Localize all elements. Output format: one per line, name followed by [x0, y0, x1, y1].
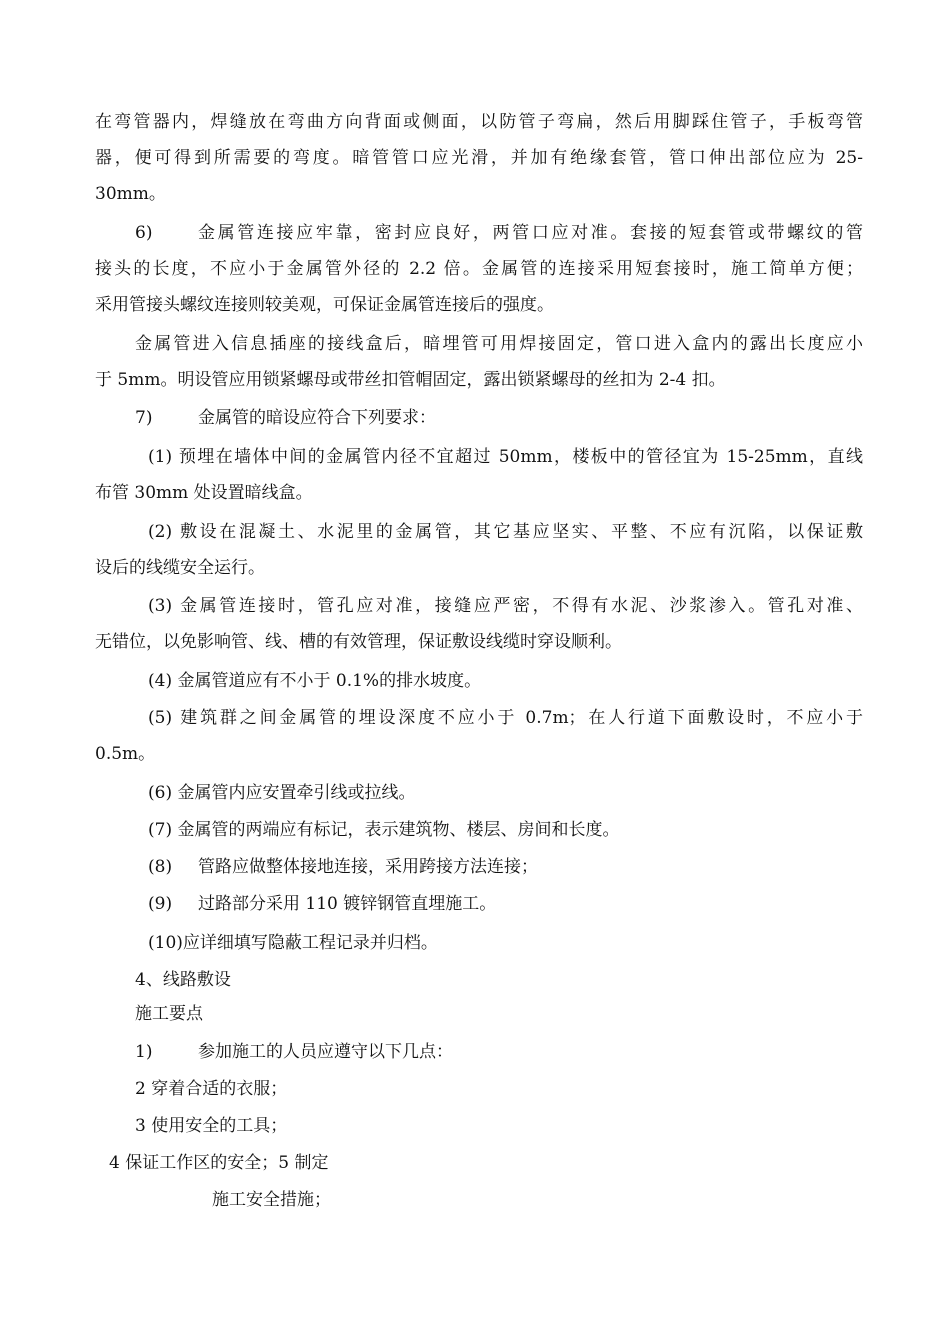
list-item: (3) 金属管连接时，管孔应对准，接缝应严密，不得有水泥、沙浆渗入。管孔对准、 [148, 596, 863, 616]
list-item: (7) 金属管的两端应有标记，表示建筑物、楼层、房间和长度。 [148, 820, 620, 840]
list-item: 4 保证工作区的安全；5 制定 [109, 1153, 329, 1173]
list-item: 过路部分采用 110 镀锌钢管直埋施工。 [198, 894, 497, 914]
paragraph-line: 设后的线缆安全运行。 [95, 558, 265, 578]
list-item: 参加施工的人员应遵守以下几点： [198, 1042, 453, 1062]
list-item: 管路应做整体接地连接，采用跨接方法连接； [198, 857, 538, 877]
list-item: 施工安全措施； [212, 1190, 331, 1210]
paragraph-line: 金属管连接应牢靠，密封应良好，两管口应对准。套接的短套管或带螺纹的管 [198, 223, 863, 243]
paragraph-line: 在弯管器内，焊缝放在弯曲方向背面或侧面，以防管子弯扁，然后用脚踩住管子，手板弯管 [95, 112, 863, 132]
item-number: 1) [135, 1042, 153, 1062]
paragraph-line: 无错位，以免影响管、线、槽的有效管理，保证敷设线缆时穿设顺利。 [95, 632, 622, 652]
paragraph-line: 接头的长度，不应小于金属管外径的 2.2 倍。金属管的连接采用短套接时，施工简单方便； [95, 259, 863, 279]
paragraph-line: 0.5m。 [95, 744, 156, 764]
paragraph-line: 金属管进入信息插座的接线盒后，暗埋管可用焊接固定，管口进入盒内的露出长度应小 [135, 334, 863, 354]
list-item: 3 使用安全的工具； [135, 1116, 288, 1136]
paragraph-line: 于 5mm。明设管应用锁紧螺母或带丝扣管帽固定，露出锁紧螺母的丝扣为 2-4 扣。 [95, 370, 726, 390]
paragraph-line: 金属管的暗设应符合下列要求： [198, 408, 436, 428]
section-heading: 4、线路敷设 [135, 970, 231, 990]
item-number: (9) [148, 894, 173, 914]
item-number: 6) [135, 223, 153, 243]
list-item: (5) 建筑群之间金属管的埋设深度不应小于 0.7m；在人行道下面敷设时，不应小于 [148, 708, 863, 728]
paragraph-line: 30mm。 [95, 184, 166, 204]
list-item: (10)应详细填写隐蔽工程记录并归档。 [148, 933, 438, 953]
list-item: 2 穿着合适的衣服； [135, 1079, 288, 1099]
subheading: 施工要点 [135, 1004, 203, 1024]
paragraph-line: 采用管接头螺纹连接则较美观，可保证金属管连接后的强度。 [95, 295, 554, 315]
list-item: (2) 敷设在混凝土、水泥里的金属管，其它基应坚实、平整、不应有沉陷，以保证敷 [148, 522, 863, 542]
paragraph-line: 布管 30mm 处设置暗线盒。 [95, 483, 313, 503]
list-item: (4) 金属管道应有不小于 0.1%的排水坡度。 [148, 671, 482, 691]
item-number: (8) [148, 857, 173, 877]
item-number: 7) [135, 408, 153, 428]
list-item: (6) 金属管内应安置牵引线或拉线。 [148, 783, 416, 803]
paragraph-line: 器，便可得到所需要的弯度。暗管管口应光滑，并加有绝缘套管，管口伸出部位应为 25- [95, 148, 863, 168]
list-item: (1) 预埋在墙体中间的金属管内径不宜超过 50mm，楼板中的管径宜为 15-25mm，直线 [148, 447, 863, 467]
